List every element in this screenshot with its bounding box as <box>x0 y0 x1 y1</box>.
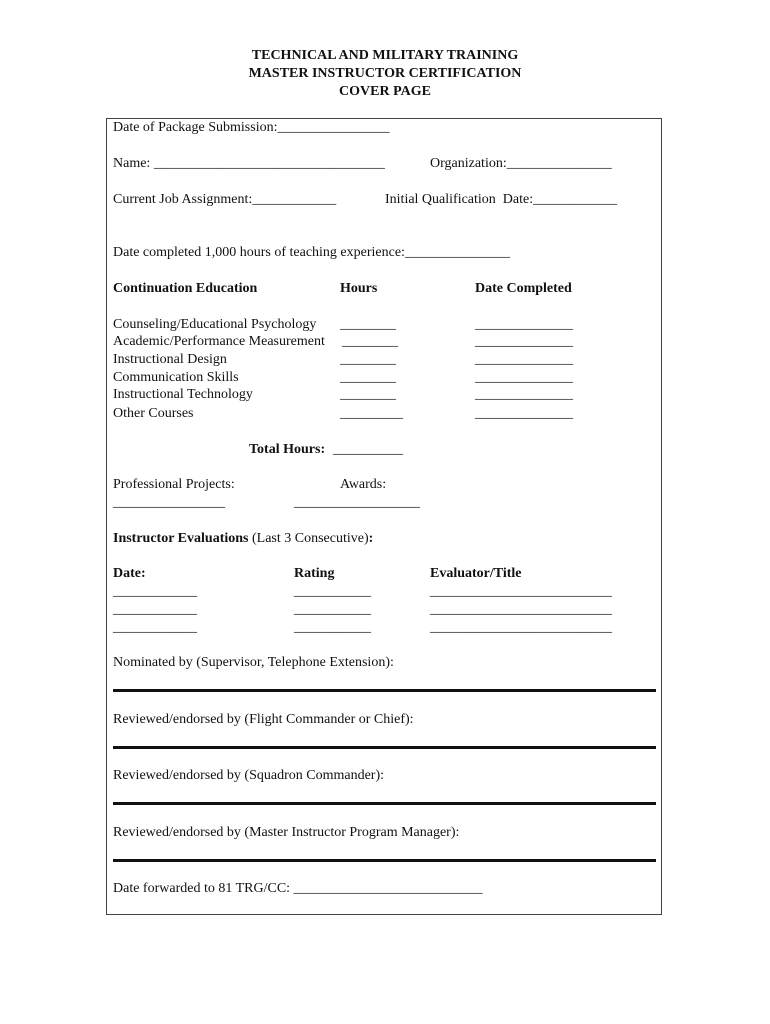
flight-commander-signature-line[interactable] <box>113 746 656 749</box>
evaluation-date-blank[interactable]: ____________ <box>113 584 197 599</box>
education-date-blank[interactable]: ______________ <box>475 317 573 332</box>
education-hours-blank[interactable]: ________ <box>342 334 398 349</box>
program-manager-label: Reviewed/endorsed by (Master Instructor Program Manager): <box>113 825 460 840</box>
evaluations-colon: : <box>368 531 374 546</box>
education-hours-blank[interactable]: ________ <box>340 317 396 332</box>
squadron-commander-signature-line[interactable] <box>113 802 656 805</box>
education-header-course: Continuation Education <box>113 281 258 296</box>
nominated-signature-line[interactable] <box>113 689 656 692</box>
form-frame <box>106 118 662 915</box>
education-hours-blank[interactable]: ________ <box>340 387 396 402</box>
evaluation-rating-blank[interactable]: ___________ <box>294 602 371 617</box>
title-line-2: MASTER INSTRUCTOR CERTIFICATION <box>248 66 522 81</box>
program-manager-signature-line[interactable] <box>113 859 656 862</box>
forwarded-date-field[interactable]: Date forwarded to 81 TRG/CC: ___________________________ <box>113 881 483 896</box>
education-date-blank[interactable]: ______________ <box>475 352 573 367</box>
projects-blank[interactable]: ________________ <box>113 495 225 510</box>
evaluations-heading-bold: Instructor Evaluations <box>113 531 249 546</box>
job-assignment-field[interactable]: Current Job Assignment:____________ <box>113 192 337 207</box>
education-course: Other Courses <box>113 406 194 421</box>
evaluations-subheading: (Last 3 Consecutive) <box>248 531 369 546</box>
title-line-3: COVER PAGE <box>339 84 431 99</box>
evaluation-date-blank[interactable]: ____________ <box>113 620 197 635</box>
submission-date-field[interactable]: Date of Package Submission:________________ <box>113 120 390 135</box>
teaching-hours-field[interactable]: Date completed 1,000 hours of teaching experience:_______________ <box>113 245 510 260</box>
total-hours-label: Total Hours: <box>249 442 326 457</box>
form-title <box>0 47 770 101</box>
evaluations-header-rating: Rating <box>294 566 335 581</box>
education-course: Instructional Design <box>113 352 227 367</box>
total-hours-blank[interactable]: __________ <box>333 442 403 457</box>
awards-blank[interactable]: __________________ <box>294 495 420 510</box>
qualification-date-field[interactable]: Initial Qualification Date:____________ <box>385 192 618 207</box>
projects-label: Professional Projects: <box>113 477 235 492</box>
evaluation-evaluator-blank[interactable]: __________________________ <box>430 602 612 617</box>
nominated-label: Nominated by (Supervisor, Telephone Extension): <box>113 655 394 670</box>
education-date-blank[interactable]: ______________ <box>475 370 573 385</box>
education-course: Instructional Technology <box>113 387 253 402</box>
evaluation-evaluator-blank[interactable]: __________________________ <box>430 620 612 635</box>
evaluations-header-evaluator: Evaluator/Title <box>430 566 522 581</box>
squadron-commander-label: Reviewed/endorsed by (Squadron Commander): <box>113 768 384 783</box>
education-header-date: Date Completed <box>475 281 572 296</box>
evaluation-date-blank[interactable]: ____________ <box>113 602 197 617</box>
flight-commander-label: Reviewed/endorsed by (Flight Commander or Chief): <box>113 712 414 727</box>
education-course: Academic/Performance Measurement <box>113 334 325 349</box>
organization-field[interactable]: Organization:_______________ <box>430 156 612 171</box>
awards-label: Awards: <box>340 477 387 492</box>
education-course: Communication Skills <box>113 370 239 385</box>
title-line-1: TECHNICAL AND MILITARY TRAINING <box>251 48 519 63</box>
education-hours-blank[interactable]: ________ <box>340 352 396 367</box>
education-date-blank[interactable]: ______________ <box>475 406 573 421</box>
evaluations-heading <box>113 530 373 547</box>
education-header-hours: Hours <box>340 281 378 296</box>
evaluation-rating-blank[interactable]: ___________ <box>294 584 371 599</box>
education-course: Counseling/Educational Psychology <box>113 317 317 332</box>
evaluation-evaluator-blank[interactable]: __________________________ <box>430 584 612 599</box>
education-hours-blank[interactable]: ________ <box>340 370 396 385</box>
education-hours-blank[interactable]: _________ <box>340 406 403 421</box>
education-date-blank[interactable]: ______________ <box>475 387 573 402</box>
education-date-blank[interactable]: ______________ <box>475 334 573 349</box>
evaluations-header-date: Date: <box>113 566 146 581</box>
evaluation-rating-blank[interactable]: ___________ <box>294 620 371 635</box>
name-field[interactable]: Name: _________________________________ <box>113 156 385 171</box>
